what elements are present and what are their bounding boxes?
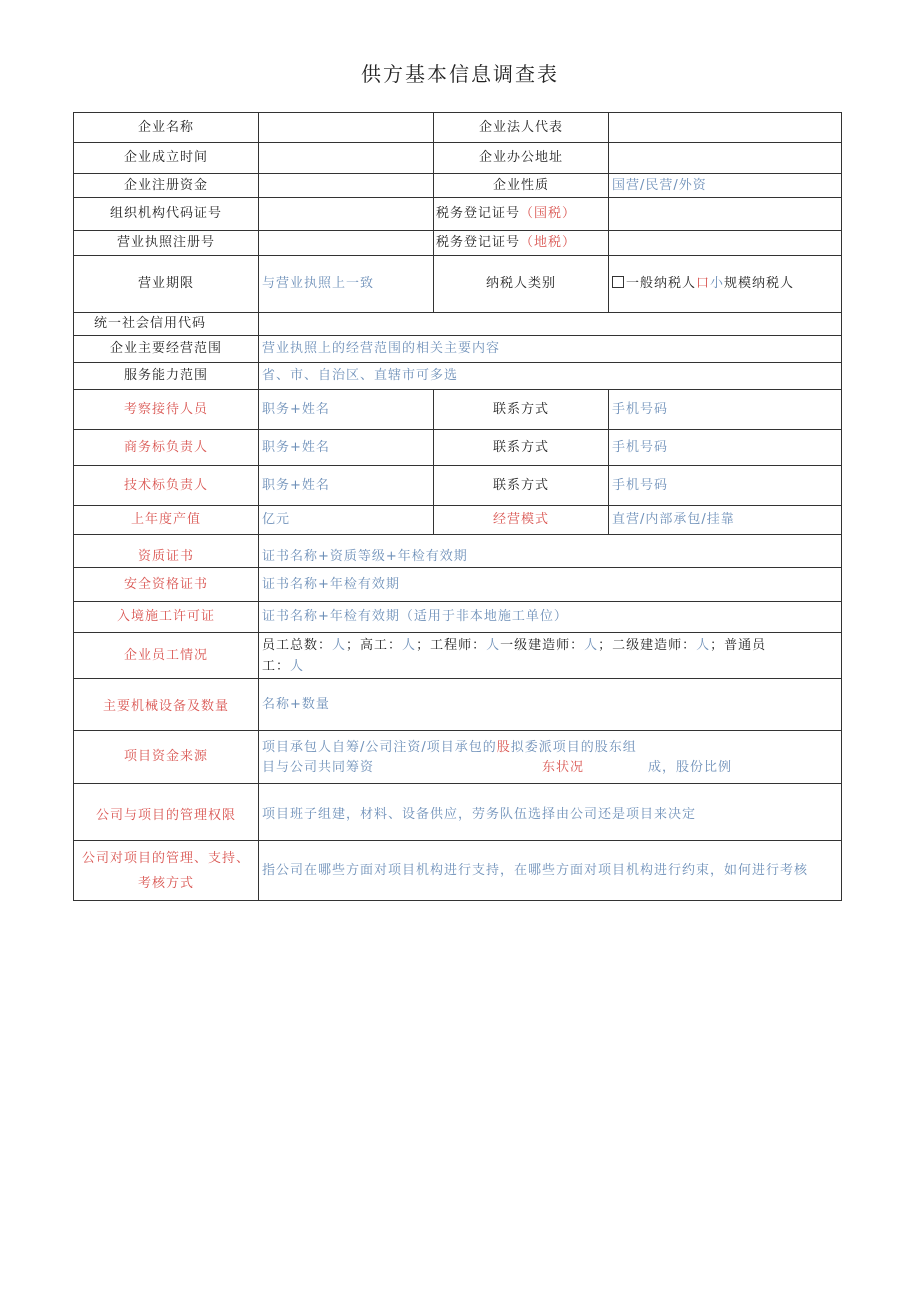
fund-text-1c: 拟委派项目的股东组	[510, 740, 637, 755]
entry-permit-label: 入境施工许可证	[74, 602, 259, 633]
nature-field[interactable]: 国营/民营/外资	[609, 174, 842, 198]
safety-cert-label: 安全资格证书	[74, 568, 259, 602]
founded-label: 企业成立时间	[74, 143, 259, 174]
legal-rep-label: 企业法人代表	[434, 113, 609, 143]
tax-national-suffix: （国税）	[520, 206, 577, 221]
staff-unit: 人	[696, 637, 711, 653]
general-taxpayer-label: 一般纳税人	[626, 276, 697, 291]
registered-capital-field[interactable]	[259, 174, 434, 198]
entry-permit-field[interactable]: 证书名称+年检有效期（适用于非本地施工单位）	[259, 602, 842, 633]
fund-text-1b: 股	[496, 740, 511, 755]
founded-field[interactable]	[259, 143, 434, 174]
mgmt-authority-label: 公司与项目的管理权限	[74, 784, 259, 841]
qualification-label: 资质证书	[74, 535, 259, 568]
staff-unit: 人	[332, 637, 347, 653]
taxpayer-options	[609, 256, 842, 313]
staff-label: 企业员工情况	[74, 633, 259, 679]
inspect-phone-field[interactable]: 手机号码	[609, 390, 842, 430]
staff-unit: 人	[486, 637, 501, 653]
staff-unit: 人	[290, 658, 305, 674]
small-taxpayer-checkbox[interactable]: 口	[696, 276, 711, 291]
staff-second-class-label: ；二级建造师：	[598, 637, 697, 653]
service-field[interactable]: 省、市、自治区、直辖市可多选	[259, 363, 842, 390]
safety-cert-field[interactable]: 证书名称+年检有效期	[259, 568, 842, 602]
nature-label: 企业性质	[434, 174, 609, 198]
business-bid-contact-label: 联系方式	[434, 430, 609, 466]
fund-source-field[interactable]	[259, 731, 842, 784]
mgmt-authority-field[interactable]: 项目班子组建，材料、设备供应，劳务队伍选择由公司还是项目来决定	[259, 784, 842, 841]
staff-ordinary-label-a: ；普通员	[710, 637, 767, 653]
license-no-field[interactable]	[259, 231, 434, 256]
credit-code-field[interactable]	[259, 313, 842, 336]
supplier-info-form	[73, 112, 842, 901]
tax-reg-prefix-2: 税务登记证号	[436, 235, 521, 250]
tech-bid-contact-label: 联系方式	[434, 466, 609, 506]
taxpayer-label: 纳税人类别	[434, 256, 609, 313]
output-label: 上年度产值	[74, 506, 259, 535]
inspect-name-field[interactable]: 职务+姓名	[259, 390, 434, 430]
staff-first-class-label: 一级建造师：	[500, 637, 585, 653]
staff-total-label: 员工总数：	[262, 637, 333, 653]
fund-text-2b: 东状况	[542, 760, 585, 775]
org-code-label: 组织机构代码证号	[74, 198, 259, 231]
mode-field[interactable]: 直营/内部承包/挂靠	[609, 506, 842, 535]
company-name-label: 企业名称	[74, 113, 259, 143]
small-taxpayer-label-b: 规模纳税人	[724, 276, 795, 291]
staff-ordinary-label-b: 工：	[262, 658, 291, 674]
scope-field[interactable]: 营业执照上的经营范围的相关主要内容	[259, 336, 842, 363]
staff-unit: 人	[584, 637, 599, 653]
inspect-label: 考察接待人员	[74, 390, 259, 430]
company-name-field[interactable]	[259, 113, 434, 143]
term-label: 营业期限	[74, 256, 259, 313]
tech-bid-label: 技术标负责人	[74, 466, 259, 506]
org-code-field[interactable]	[259, 198, 434, 231]
tax-local-suffix: （地税）	[520, 235, 577, 250]
license-no-label: 营业执照注册号	[74, 231, 259, 256]
tech-bid-phone-field[interactable]: 手机号码	[609, 466, 842, 506]
tech-bid-name-field[interactable]: 职务+姓名	[259, 466, 434, 506]
service-label: 服务能力范围	[74, 363, 259, 390]
qualification-field[interactable]: 证书名称+资质等级+年检有效期	[259, 535, 842, 568]
tax-national-label	[434, 198, 609, 231]
fund-text-1a: 项目承包人自筹/公司注资/项目承包的	[262, 740, 497, 755]
small-taxpayer-label-a: 小	[710, 276, 725, 291]
office-address-label: 企业办公地址	[434, 143, 609, 174]
staff-field[interactable]	[259, 633, 842, 679]
tax-reg-prefix: 税务登记证号	[436, 206, 521, 221]
term-field[interactable]: 与营业执照上一致	[259, 256, 434, 313]
business-bid-name-field[interactable]: 职务+姓名	[259, 430, 434, 466]
fund-text-2c: 成，股份比例	[648, 760, 733, 775]
equipment-label: 主要机械设备及数量	[74, 679, 259, 731]
tax-local-field[interactable]	[609, 231, 842, 256]
legal-rep-field[interactable]	[609, 113, 842, 143]
support-method-label: 公司对项目的管理、支持、考核方式	[74, 841, 259, 901]
registered-capital-label: 企业注册资金	[74, 174, 259, 198]
tax-local-label	[434, 231, 609, 256]
mode-label: 经营模式	[434, 506, 609, 535]
equipment-field[interactable]: 名称+数量	[259, 679, 842, 731]
staff-engineer-label: ；工程师：	[416, 637, 487, 653]
business-bid-label: 商务标负责人	[74, 430, 259, 466]
staff-senior-label: ；高工：	[346, 637, 403, 653]
fund-source-label: 项目资金来源	[74, 731, 259, 784]
output-field[interactable]: 亿元	[259, 506, 434, 535]
fund-text-2a: 目与公司共同筹资	[262, 760, 375, 775]
scope-label: 企业主要经营范围	[74, 336, 259, 363]
business-bid-phone-field[interactable]: 手机号码	[609, 430, 842, 466]
fund-line-2	[262, 758, 838, 778]
tax-national-field[interactable]	[609, 198, 842, 231]
office-address-field[interactable]	[609, 143, 842, 174]
credit-code-label: 统一社会信用代码	[74, 313, 259, 336]
staff-unit: 人	[402, 637, 417, 653]
page-title: 供方基本信息调查表	[361, 62, 559, 86]
inspect-contact-label: 联系方式	[434, 390, 609, 430]
fund-line-1	[262, 738, 838, 758]
general-taxpayer-checkbox[interactable]	[612, 276, 624, 288]
support-method-field[interactable]: 指公司在哪些方面对项目机构进行支持，在哪些方面对项目机构进行约束，如何进行考核	[259, 841, 842, 901]
